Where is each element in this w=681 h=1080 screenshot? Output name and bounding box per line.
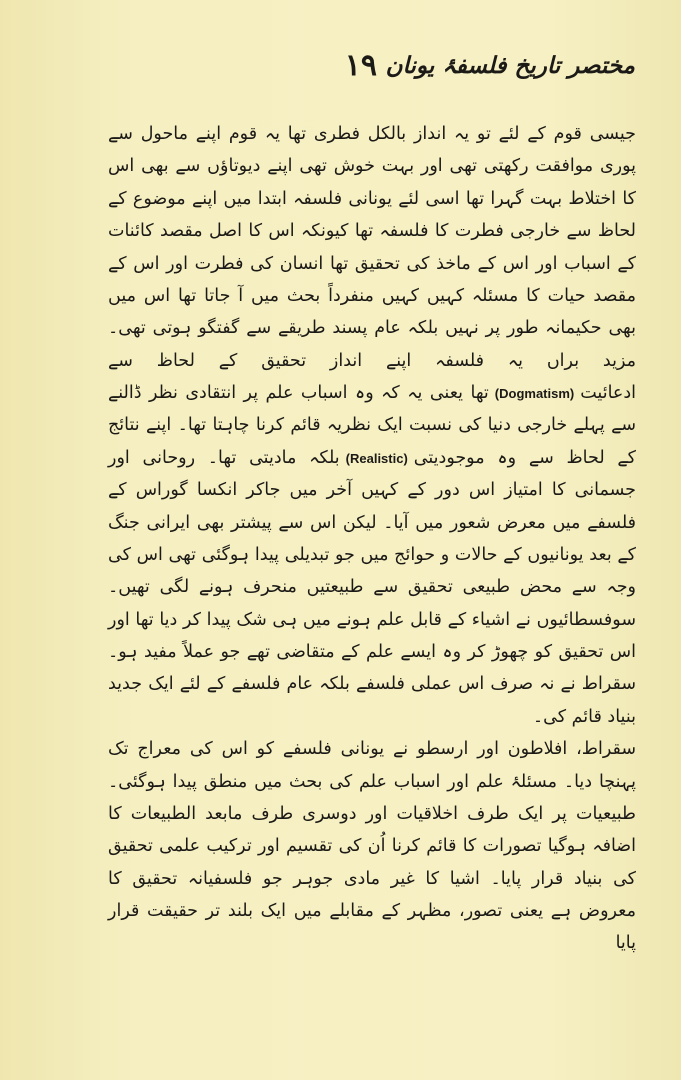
paragraph-1-part-2: تھا یعنی یہ کہ وہ اسباب علم پر انتقادی نظر ڈالنے سے پہلے خارجی دنیا کی نسبت ایک نظریہ قائم کرنا چاہتا تھا۔ اپنے نتائج کے لحاظ سے وہ موجودیتی: [108, 383, 636, 468]
running-head: [100, 48, 635, 102]
paragraph-2: سقراط، افلاطون اور ارسطو نے یونانی فلسفے کو اس کی معراج تک پہنچا دیا۔ مسئلۂ علم اور اسباب علم کی بحث میں منطق پیدا ہوگئی۔ طبیعیات پر ایک طرف اخلاقیات اور دوسری طرف مابعد الطبیعات کا اضافہ ہوگیا تصورات کا قائم کرنا اُن کی تقسیم اور ترکیب علمی تحقیق کی بنیاد قرار پایا۔ اشیا کا غیر مادی جوہر جو فلسفیانہ تحقیق کا معروض ہے یعنی تصور، مظہر کے مقابلے میں ایک بلند تر حقیقت قرار پایا: [108, 739, 636, 954]
paragraph-1: [108, 118, 636, 733]
latin-term-dogmatism: (Dogmatism): [494, 386, 575, 401]
paragraph-1-part-1: جیسی قوم کے لئے تو یہ انداز بالکل فطری تھا یہ قوم اپنے ماحول سے پوری موافقت رکھتی تھی اور بہت خوش تھی اپنے دیوتاؤں سے بھی اس کا اختلاط بہت گہرا تھا اسی لئے یونانی فلسفہ ابتدا میں اپنے موضوع کے لحاظ سے خارجی فطرت کا فلسفہ تھا کیونکہ اس کا اصل مقصد کائنات کے اسباب اور اس کے ماخذ کی تحقیق تھا انسان کی فطرت اور اس کے مقصد حیات کا مسئلہ کہیں کہیں منفرداً بحث میں آ جاتا تھا اس میں بھی حکیمانہ طور پر نہیں بلکہ عام پسند طریقے سے گفتگو ہوتی تھی۔ مزید براں یہ فلسفہ اپنے انداز تحقیق کے لحاظ سے ادعائیت: [108, 124, 636, 403]
page-number: ١٩: [344, 48, 377, 83]
body-text: [108, 118, 636, 998]
latin-term-realistic: (Realistic): [345, 450, 408, 466]
running-title: مختصر تاریخ فلسفۂ یونان: [385, 52, 635, 79]
paragraph-1-part-3: بلکہ مادیتی تھا۔ روحانی اور جسمانی کا امتیاز اس دور کے کہیں آخر میں جاکر انکسا گوراس کے فلسفے میں معرض شعور میں آیا۔ لیکن اس سے پیشتر بھی ایرانی جنگ کے بعد یونانیوں کے حالات و حوائج میں جو تبدیلی پیدا ہوگئی تھی اس کی وجہ سے محض طبیعی تحقیق سے طبیعتیں منحرف ہونے لگی تھیں۔ سوفسطائیوں نے اشیاء کے قابل علم ہونے میں ہی شک پیدا کر دیا تھا اور اس تحقیق کو چھوڑ کر وہ ایسے علم کے متقاضی تھے جو عملاً مفید ہو۔ سقراط نے نہ صرف اس عملی فلسفے بلکہ عام فلسفے کے لئے ایک جدید بنیاد قائم کی۔: [108, 447, 636, 727]
